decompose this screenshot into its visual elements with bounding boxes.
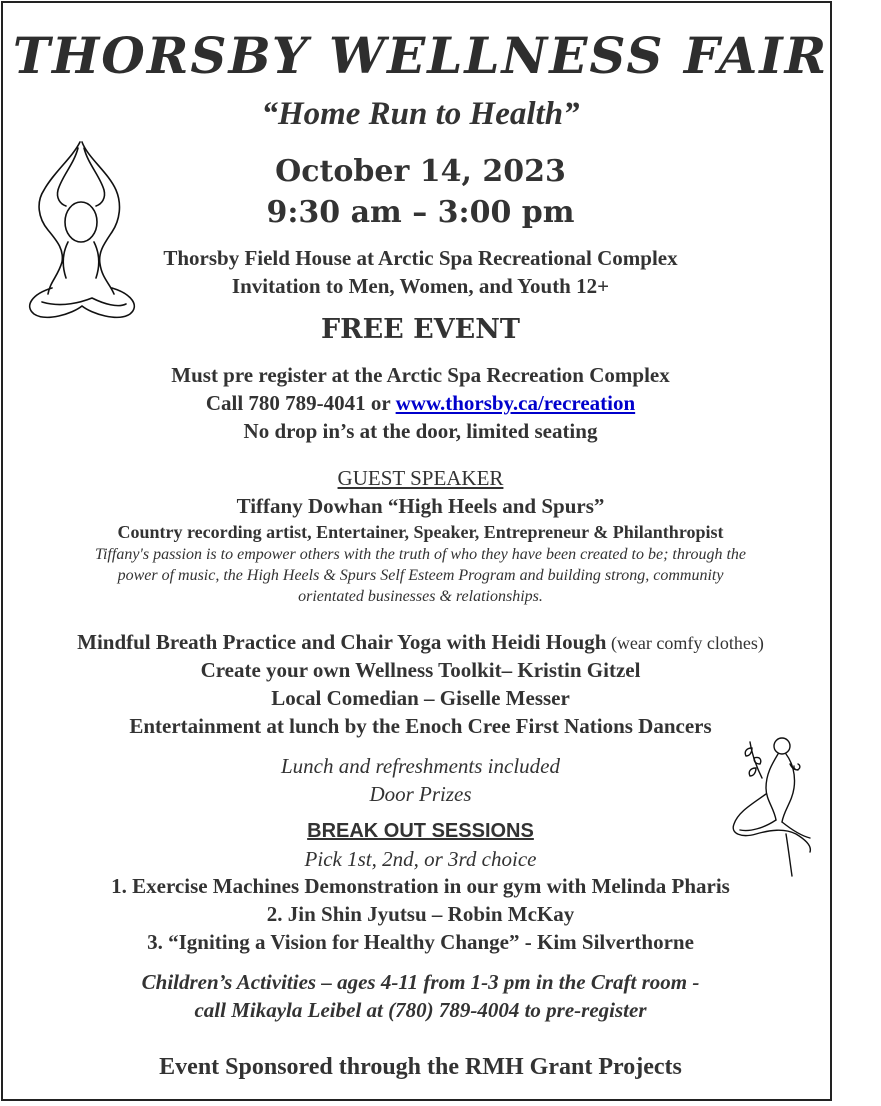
call-prefix: Call 780 789-4041 or <box>205 391 396 415</box>
breakout-session-1: 1. Exercise Machines Demonstration in our gym with Melinda Pharis <box>111 874 730 898</box>
speaker-bio-line-1: Tiffany's passion is to empower others with the truth of who they have been created to be; through the <box>94 546 747 563</box>
yoga-line <box>0 630 841 655</box>
speaker-name: Tiffany Dowhan “High Heels and Spurs” <box>236 494 605 518</box>
yoga-note: (wear comfy clothes) <box>606 633 764 653</box>
no-drop-in-line: No drop in’s at the door, limited seating <box>243 419 598 443</box>
door-prizes-line: Door Prizes <box>369 782 472 806</box>
preregister-line: Must pre register at the Arctic Spa Recreation Complex <box>171 363 670 387</box>
invitation: Invitation to Men, Women, and Youth 12+ <box>231 274 610 298</box>
venue: Thorsby Field House at Arctic Spa Recreational Complex <box>163 246 678 270</box>
speaker-roles: Country recording artist, Entertainer, Speaker, Entrepreneur & Philanthropist <box>117 522 724 542</box>
comedian-line: Local Comedian – Giselle Messer <box>271 686 570 710</box>
guest-speaker-heading: GUEST SPEAKER <box>337 466 504 490</box>
breakout-heading: BREAK OUT SESSIONS <box>307 820 534 842</box>
yoga-session: Mindful Breath Practice and Chair Yoga with Heidi Hough <box>77 630 607 654</box>
call-line <box>0 391 841 416</box>
sponsor-line: Event Sponsored through the RMH Grant Projects <box>159 1054 682 1080</box>
breakout-pick: Pick 1st, 2nd, or 3rd choice <box>304 847 537 871</box>
children-line-2: call Mikayla Leibel at (780) 789-4004 to pre-register <box>194 998 647 1022</box>
entertainment-line: Entertainment at lunch by the Enoch Cree First Nations Dancers <box>129 714 712 738</box>
tagline: “Home Run to Health” <box>261 96 580 132</box>
fair-title: THORSBY WELLNESS FAIR <box>12 26 829 85</box>
lunch-line: Lunch and refreshments included <box>281 754 560 778</box>
recreation-link[interactable]: www.thorsby.ca/recreation <box>395 391 636 415</box>
speaker-bio-line-3: orientated businesses & relationships. <box>298 588 543 605</box>
children-line-1: Children’s Activities – ages 4-11 from 1-3 pm in the Craft room - <box>141 970 700 994</box>
event-date: October 14, 2023 <box>275 154 566 189</box>
toolkit-line: Create your own Wellness Toolkit– Kristin Gitzel <box>200 658 641 682</box>
breakout-session-2: 2. Jin Shin Jyutsu – Robin McKay <box>266 902 575 926</box>
event-time: 9:30 am – 3:00 pm <box>266 195 575 230</box>
free-event-banner: FREE EVENT <box>320 314 521 345</box>
breakout-session-3: 3. “Igniting a Vision for Healthy Change” - Kim Silverthorne <box>147 930 694 954</box>
speaker-bio-line-2: power of music, the High Heels & Spurs Self Esteem Program and building strong, community <box>117 567 724 584</box>
